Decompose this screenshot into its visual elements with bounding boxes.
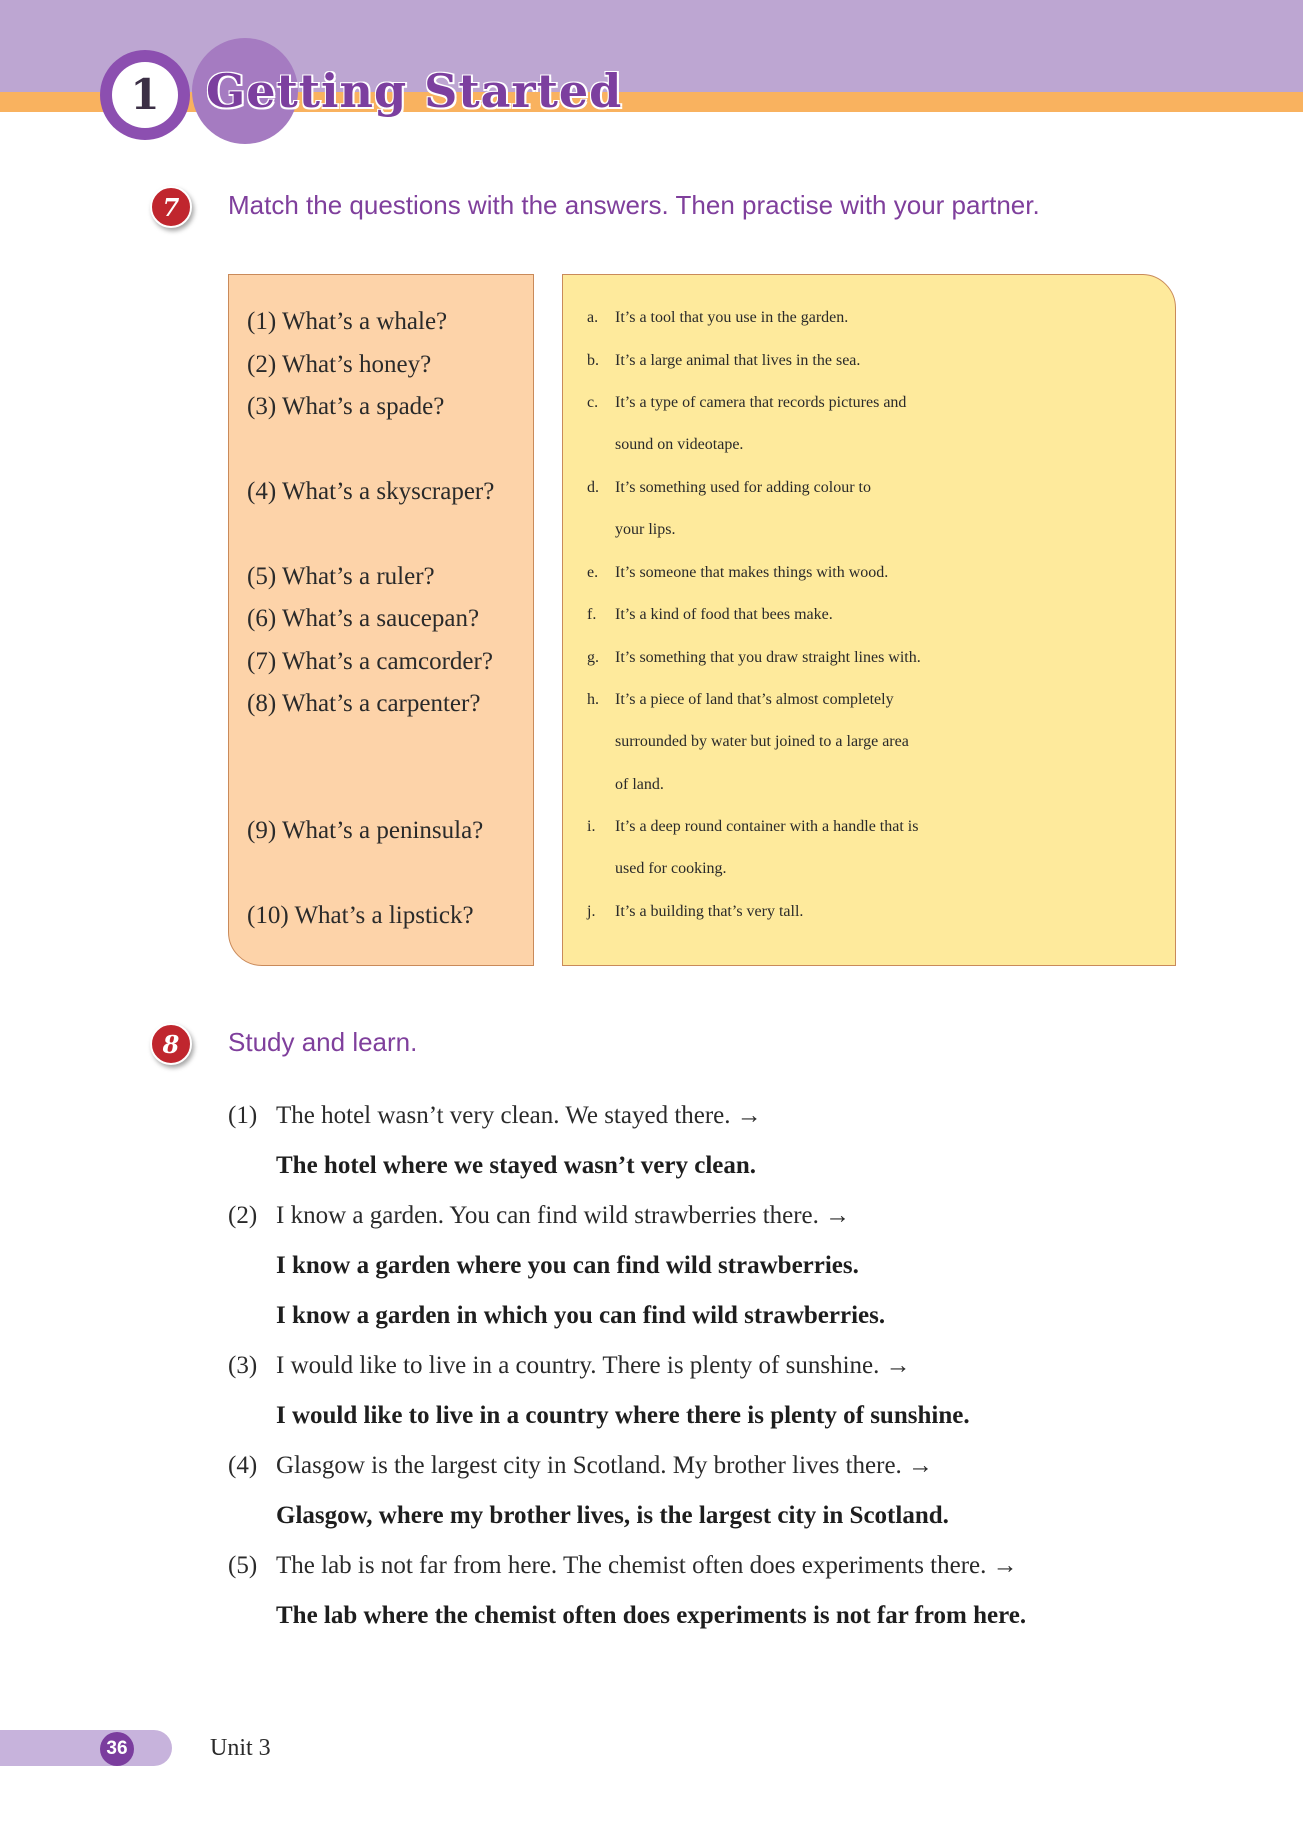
- answer-letter: i.: [587, 818, 596, 835]
- study-item-number: (3): [228, 1352, 258, 1379]
- answer-text: It’s a building that’s very tall.: [615, 903, 804, 920]
- study-sentence: Glasgow is the largest city in Scotland. My brother lives there. →: [276, 1452, 934, 1479]
- unit-badge-inner: [112, 62, 178, 128]
- study-answer: The lab where the chemist often does experiments is not far from here.: [276, 1602, 1027, 1629]
- answer-text: It’s a tool that you use in the garden.: [615, 309, 849, 326]
- answer-letter: f.: [587, 606, 597, 623]
- answer-letter: j.: [587, 903, 596, 920]
- answer-letter: g.: [587, 649, 599, 666]
- questions-box: [228, 274, 534, 966]
- question-item: (5) What’s a ruler?: [247, 563, 435, 590]
- answer-letter: c.: [587, 394, 599, 411]
- study-answer: Glasgow, where my brother lives, is the largest city in Scotland.: [276, 1502, 949, 1529]
- answer-text-continued: used for cooking.: [615, 860, 727, 877]
- exercise-7-instruction: Match the questions with the answers. Then practise with your partner.: [228, 190, 1040, 220]
- page-number: 36: [100, 1732, 134, 1766]
- answer-letter: b.: [587, 352, 599, 369]
- unit-badge: [100, 50, 190, 140]
- question-item: (9) What’s a peninsula?: [247, 817, 484, 844]
- question-item: (8) What’s a carpenter?: [247, 690, 481, 717]
- study-answer: I would like to live in a country where there is plenty of sunshine.: [276, 1402, 970, 1429]
- study-answer: I know a garden where you can find wild strawberries.: [276, 1252, 859, 1279]
- study-sentence: The lab is not far from here. The chemist often does experiments there. →: [276, 1552, 1018, 1579]
- exercise-7-number: 7: [150, 186, 192, 228]
- answer-text: It’s something used for adding colour to: [615, 479, 871, 496]
- question-item: (7) What’s a camcorder?: [247, 648, 493, 675]
- question-item: (3) What’s a spade?: [247, 393, 445, 420]
- answer-text: It’s a deep round container with a handle that is: [615, 818, 919, 835]
- answer-text: It’s something that you draw straight lines with.: [615, 649, 921, 666]
- answers-box: [562, 274, 1176, 966]
- question-item: (1) What’s a whale?: [247, 308, 448, 335]
- answer-text: It’s a piece of land that’s almost completely: [615, 691, 894, 708]
- study-item-number: (4): [228, 1452, 258, 1479]
- answer-letter: a.: [587, 309, 599, 326]
- study-answer: The hotel where we stayed wasn’t very clean.: [276, 1152, 757, 1179]
- study-sentence: I would like to live in a country. There is plenty of sunshine. →: [276, 1352, 911, 1379]
- answer-text-continued: sound on videotape.: [615, 436, 744, 453]
- study-item-number: (2): [228, 1202, 258, 1229]
- section-title: Getting Started: [206, 64, 623, 118]
- study-item-number: (1): [228, 1102, 258, 1129]
- answer-letter: e.: [587, 564, 599, 581]
- answer-text-continued: of land.: [615, 776, 664, 793]
- question-item: (10) What’s a lipstick?: [247, 902, 474, 929]
- answer-text: It’s a kind of food that bees make.: [615, 606, 833, 623]
- study-item-number: (5): [228, 1552, 258, 1579]
- answer-letter: d.: [587, 479, 599, 496]
- study-answer: I know a garden in which you can find wild strawberries.: [276, 1302, 886, 1329]
- question-item: (2) What’s honey?: [247, 351, 432, 378]
- answer-text-continued: your lips.: [615, 521, 676, 538]
- study-sentence: I know a garden. You can find wild strawberries there. →: [276, 1202, 851, 1229]
- answer-text: It’s someone that makes things with wood.: [615, 564, 889, 581]
- answer-text: It’s a type of camera that records pictures and: [615, 394, 907, 411]
- answer-letter: h.: [587, 691, 599, 708]
- unit-number: 1: [130, 70, 160, 119]
- exercise-8-number: 8: [150, 1023, 192, 1065]
- answer-text: It’s a large animal that lives in the sea.: [615, 352, 861, 369]
- answer-text-continued: surrounded by water but joined to a large area: [615, 733, 909, 750]
- study-sentence: The hotel wasn’t very clean. We stayed there. →: [276, 1102, 762, 1129]
- footer-unit-label: Unit 3: [210, 1735, 271, 1761]
- footer-bar: [0, 1730, 172, 1766]
- question-item: (6) What’s a saucepan?: [247, 605, 480, 632]
- question-item: (4) What’s a skyscraper?: [247, 478, 495, 505]
- exercise-8-instruction: Study and learn.: [228, 1027, 418, 1057]
